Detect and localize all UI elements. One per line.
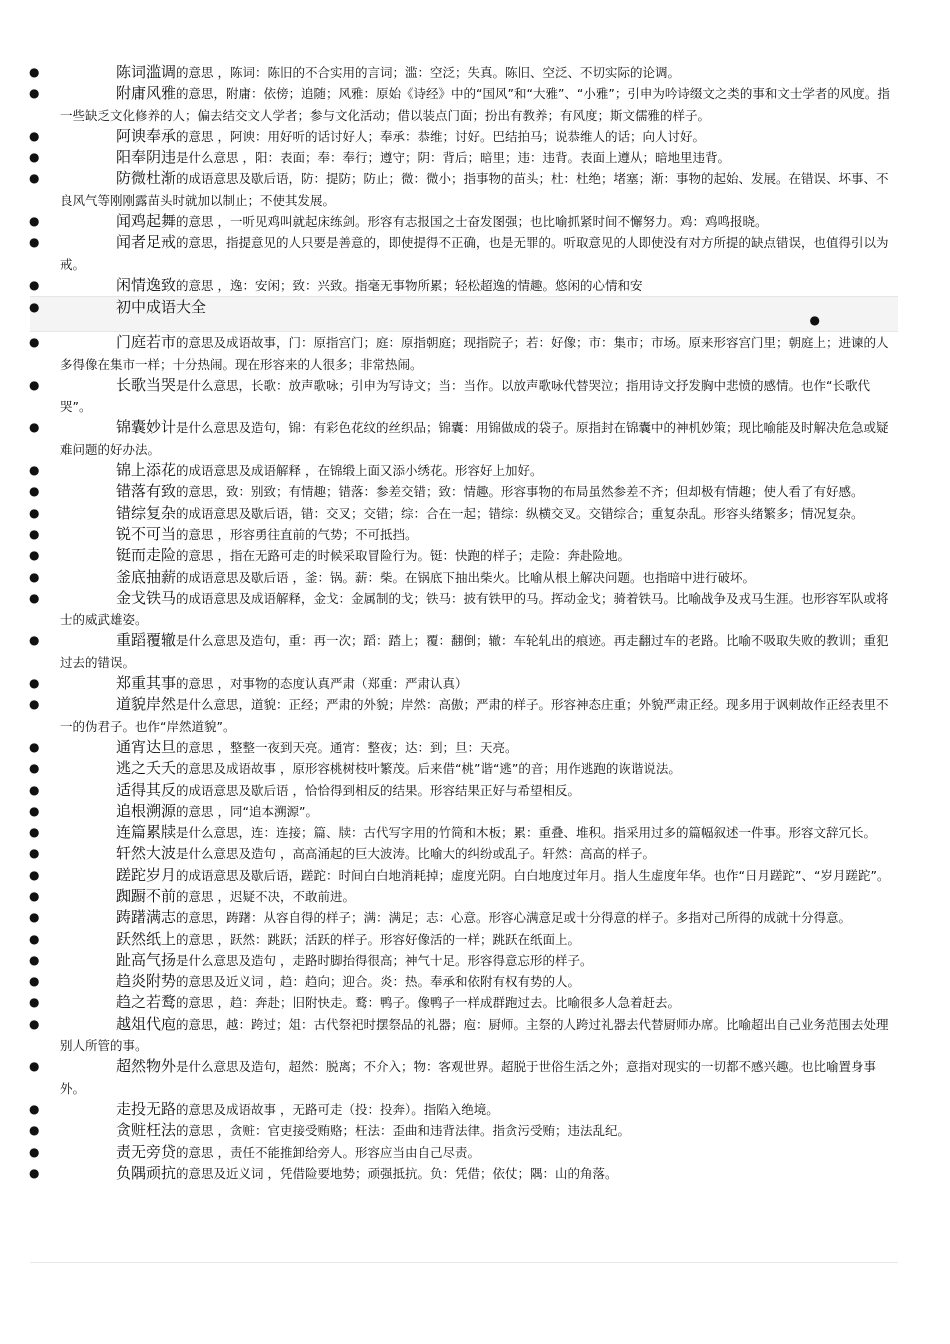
idiom-term[interactable]: 适得其反 (116, 780, 177, 799)
idiom-description: 是什么意思及造句，重：再一次；蹈：踏上；覆：翻倒；辙：车轮轧出的痕迹。再走翻过车的老路。比喻不吸取失败的教训；重犯过去的错误。 (60, 633, 889, 670)
idiom-description: 是什么意思及造句，锦：有彩色花纹的丝织品；锦囊：用锦做成的袋子。原指封在锦囊中的神机妙策；现比喻能及时解决危急或疑难问题的好办法。 (60, 420, 889, 457)
idiom-description: 的成语意思及歇后语 ，釜：锅。薪：柴。在锅底下抽出柴火。比喻从根上解决问题。也指暗中进行破坏。 (176, 569, 755, 585)
list-item (0, 780, 950, 801)
list-item (0, 524, 950, 545)
bullet-icon: ● (29, 782, 40, 797)
idiom-description: 的意思 ，陈词：陈旧的不合实用的言词；滥：空泛；失真。陈旧、空泛、不切实际的论调。 (176, 65, 680, 80)
idiom-description: 的意思 ，跃然：跳跃；活跃的样子。形容好像活的一样；跳跃在纸面上。 (176, 931, 580, 947)
list-item (0, 1163, 950, 1184)
bullet-icon: ● (29, 888, 40, 903)
bullet-icon: ● (29, 952, 40, 967)
bullet-icon: ● (29, 484, 40, 499)
bullet-icon: ● (29, 420, 40, 435)
list-item (0, 211, 950, 232)
list-item (0, 801, 950, 822)
bullet-icon: ● (29, 825, 40, 840)
idiom-term[interactable]: 超然物外 (116, 1057, 177, 1076)
idiom-term[interactable]: 道貌岸然 (116, 695, 177, 714)
idiom-description: 的意思，越：跨过；俎：古代祭祀时摆祭品的礼器；庖：厨师。主祭的人跨过礼器去代替厨师办席。比喻超出自己业务范围去处理别人所管的事。 (60, 1016, 889, 1054)
idiom-description: 的成语意思及成语解释 ，在锦缎上面又添小绣花。形容好上加好。 (176, 463, 543, 479)
list-item (0, 758, 950, 779)
bullet-icon: ● (29, 548, 40, 563)
idiom-description: 的意思 ，对事物的态度认真严肃（郑重：严肃认真） (176, 676, 468, 692)
idiom-description: 的意思及近义词 ，趋：趋向；迎合。炎：热。奉承和依附有权有势的人。 (176, 974, 580, 990)
idiom-description: 的意思，踌躇：从容自得的样子；满：满足；志：心意。形容心满意足或十分得意的样子。多指对己所得的成就十分得意。 (176, 910, 852, 926)
bullet-icon: ● (29, 590, 40, 605)
bullet-icon: ● (29, 761, 40, 776)
idiom-term[interactable]: 负隅顽抗 (116, 1163, 177, 1182)
bullet-icon: ● (29, 974, 40, 989)
bullet-icon: ● (29, 1101, 40, 1116)
list-item (0, 694, 950, 737)
list-item (0, 865, 950, 886)
bullet-icon: ● (29, 235, 40, 250)
list-item (0, 417, 950, 460)
idiom-term[interactable]: 趋炎附势 (116, 972, 177, 991)
section-heading (30, 296, 898, 332)
idiom-description: 的意思，附庸：依傍；追随；风雅：原始《诗经》中的“国风”和“大雅”、“小雅”；引申为吟诗缀文之类的事和文士学者的风度。指一些缺乏文化修养的人；偏去结交文人学者；参与文化活动；借以装点门面；扮出有教养；有风度；斯文儒雅的样子。 (60, 86, 890, 123)
idiom-term[interactable]: 铤而走险 (116, 546, 177, 565)
idiom-description: 的意思及近义词 ，凭借险要地势；顽强抵抗。负：凭借；依仗；隅：山的角落。 (176, 1165, 618, 1181)
list-item (0, 630, 950, 673)
list-item (0, 737, 950, 758)
bullet-icon: ● (29, 214, 40, 229)
bullet-icon: ● (29, 1059, 40, 1074)
idiom-term[interactable]: 重蹈覆辙 (116, 631, 177, 650)
bullet-icon: ● (809, 313, 820, 328)
idiom-term[interactable]: 闲情逸致 (116, 275, 177, 294)
list-item (0, 460, 950, 481)
list-item (0, 673, 950, 694)
list-item (0, 83, 950, 126)
bullet-icon: ● (29, 1123, 40, 1138)
idiom-description: 的意思 ，整整一夜到天亮。通宵：整夜；达：到；旦：天亮。 (176, 739, 518, 755)
idiom-description: 的意思 ，责任不能推卸给旁人。形容应当由自己尽责。 (176, 1144, 480, 1160)
bullet-icon: ● (29, 995, 40, 1010)
list-item (0, 992, 950, 1013)
bottom-divider (30, 1262, 898, 1263)
idiom-description: 的意思，致：别致；有情趣；错落：参差交错；致：情趣。形容事物的布局虽然参差不齐；但却极有情趣；使人看了有好感。 (176, 484, 864, 500)
bullet-icon: ● (29, 633, 40, 648)
idiom-term[interactable]: 连篇累牍 (116, 823, 177, 842)
idiom-term[interactable]: 蹉跎岁月 (116, 865, 177, 884)
list-item (0, 481, 950, 502)
bullet-icon: ● (29, 1016, 40, 1031)
idiom-term[interactable]: 通宵达旦 (116, 737, 177, 756)
idiom-term[interactable]: 跃然纸上 (116, 929, 177, 948)
bullet-icon: ● (29, 526, 40, 541)
idiom-term[interactable]: 陈词滥调 (116, 63, 177, 81)
list-item (0, 232, 950, 275)
idiom-term[interactable]: 错综复杂 (116, 503, 177, 522)
list-item (0, 1142, 950, 1163)
idiom-term[interactable]: 附庸风雅 (116, 84, 177, 103)
list-item (0, 332, 950, 375)
idiom-description: 的意思，指提意见的人只要是善意的，即使提得不正确，也是无罪的。听取意见的人即使没有对方所提的缺点错误，也值得引以为戒。 (60, 235, 889, 272)
bullet-icon: ● (29, 1165, 40, 1180)
idiom-term[interactable]: 越俎代庖 (116, 1014, 177, 1033)
idiom-term[interactable]: 贪赃枉法 (116, 1121, 177, 1140)
section-title[interactable]: 初中成语大全 (116, 298, 207, 317)
idiom-term[interactable]: 闻者足戒 (116, 233, 177, 252)
idiom-description: 的意思 ，逸：安闲；致：兴致。指毫无事物所累；轻松超逸的情趣。悠闲的心情和安 (176, 277, 643, 293)
idiom-term[interactable]: 追根溯源 (116, 801, 177, 820)
idiom-term[interactable]: 锦囊妙计 (116, 418, 177, 437)
idiom-description: 是什么意思及造句 ，高高涌起的巨大波涛。比喻大的纠纷或乱子。轩然：高高的样子。 (176, 846, 655, 862)
idiom-description: 的意思 ，同“追本溯源”。 (176, 803, 318, 819)
idiom-term[interactable]: 釜底抽薪 (116, 567, 177, 586)
list-item (0, 62, 950, 83)
idiom-term[interactable]: 长歌当哭 (116, 375, 177, 394)
idiom-description: 的意思及成语故事 ，原形容桃树枝叶繁茂。后来借“桃”谐“逃”的音；用作逃跑的诙谐说法。 (176, 761, 681, 777)
idiom-description: 是什么意思，长歌：放声歌咏；引申为写诗文；当：当作。以放声歌咏代替哭泣；指用诗文抒发胸中悲愤的感情。也作“长歌代哭”。 (60, 377, 870, 415)
idiom-description: 的意思 ，阿谀：用好听的话讨好人；奉承：恭维；讨好。巴结拍马；说恭维人的话；向人讨好。 (176, 128, 705, 144)
list-item (0, 126, 950, 147)
list-item (0, 1099, 950, 1120)
list-item (0, 929, 950, 950)
bullet-icon: ● (29, 300, 40, 315)
bullet-icon: ● (29, 150, 40, 165)
idiom-description: 的意思 ，迟疑不决，不敢前进。 (176, 888, 355, 904)
list-item (0, 168, 950, 211)
idiom-description: 的意思 ，指在无路可走的时候采取冒险行为。铤：快跑的样子；走险：奔赴险地。 (176, 548, 630, 564)
idiom-term[interactable]: 锐不可当 (116, 524, 177, 543)
bullet-icon: ● (29, 697, 40, 712)
list-item (0, 950, 950, 971)
idiom-term[interactable]: 趾高气扬 (116, 950, 177, 969)
idiom-term[interactable]: 踌躇满志 (116, 908, 177, 927)
idiom-term[interactable]: 阳奉阴违 (116, 148, 177, 167)
bullet-icon: ● (29, 739, 40, 754)
list-item (0, 545, 950, 566)
list-item (0, 1120, 950, 1141)
idiom-description: 的意思 ，贪赃：官吏接受贿赂；枉法：歪曲和违背法律。指贪污受贿；违法乱纪。 (176, 1123, 630, 1139)
idiom-description: 是什么意思，连：连接；篇、牍：古代写字用的竹简和木板；累：重叠、堆积。指采用过多的篇幅叙述一件事。形容文辞冗长。 (176, 825, 877, 841)
bullet-icon: ● (29, 846, 40, 861)
idiom-list (0, 62, 950, 1184)
list-item (0, 503, 950, 524)
list-item (0, 822, 950, 843)
idiom-term[interactable]: 防微杜渐 (116, 169, 177, 188)
list-item (0, 567, 950, 588)
idiom-term[interactable]: 轩然大波 (116, 844, 177, 863)
bullet-icon: ● (29, 910, 40, 925)
idiom-description: 的成语意思及歇后语，错：交叉；交错；综：合在一起；错综：纵横交叉。交错综合；重复杂乱。形容头绪繁多；情况复杂。 (176, 505, 864, 521)
idiom-term[interactable]: 锦上添花 (116, 461, 177, 480)
bullet-icon: ● (29, 65, 40, 79)
idiom-description: 是什么意思，道貌：正经；严肃的外貌；岸然：高傲；严肃的样子。形容神态庄重；外貌严肃正经。现多用于讽刺故作正经表里不一的伪君子。也作“岸然道貌”。 (60, 697, 889, 734)
idiom-description: 的成语意思及歇后语，蹉跎：时间白白地消耗掉；虚度光阴。白白地度过年月。指人生虚度年华。也作“日月蹉跎”、“岁月蹉跎”。 (176, 867, 890, 883)
idiom-description: 的意思及成语故事，门：原指宫门；庭：原指朝庭；现指院子；若：好像；市：集市；市场。原来形容宫门里；朝庭上；进谏的人多得像在集市一样；十分热闹。现在形容来的人很多；非常热闹。 (60, 335, 889, 372)
list-item (0, 843, 950, 864)
list-item (0, 147, 950, 168)
bullet-icon: ● (29, 171, 40, 186)
idiom-term[interactable]: 门庭若市 (116, 333, 177, 352)
bullet-icon: ● (29, 867, 40, 882)
bullet-icon: ● (29, 505, 40, 520)
list-item (0, 907, 950, 928)
idiom-term[interactable]: 阿谀奉承 (116, 126, 177, 145)
list-item (0, 1056, 950, 1099)
idiom-term[interactable]: 逃之夭夭 (116, 759, 177, 778)
idiom-term[interactable]: 责无旁贷 (116, 1142, 177, 1161)
idiom-description: 的成语意思及歇后语 ，恰恰得到相反的结果。形容结果正好与希望相反。 (176, 782, 580, 798)
list-item (0, 886, 950, 907)
idiom-description: 的意思 ，一听见鸡叫就起床练剑。形容有志报国之士奋发图强；也比喻抓紧时间不懈努力。鸡：鸡鸣报晓。 (176, 214, 768, 230)
bullet-icon: ● (29, 377, 40, 392)
list-item (0, 588, 950, 631)
bullet-icon: ● (29, 335, 40, 350)
idiom-term[interactable]: 金戈铁马 (116, 588, 177, 607)
list-item (0, 1014, 950, 1057)
list-item (0, 971, 950, 992)
idiom-term[interactable]: 踟蹰不前 (116, 886, 177, 905)
idiom-description: 是什么意思及造句，超然：脱离；不介入；物：客观世界。超脱于世俗生活之外；意指对现实的一切都不感兴趣。也比喻置身事外。 (60, 1059, 877, 1096)
bullet-icon: ● (29, 569, 40, 584)
bullet-icon: ● (29, 931, 40, 946)
idiom-description: 的成语意思及歇后语，防：提防；防止；微：微小；指事物的苗头；杜：杜绝；堵塞；渐：事物的起始、发展。在错误、坏事、不良风气等刚刚露苗头时就加以制止；不使其发展。 (60, 171, 889, 208)
idiom-description: 的成语意思及成语解释，金戈：金属制的戈；铁马：披有铁甲的马。挥动金戈；骑着铁马。比喻战争及戎马生涯。也形容军队或将士的威武雄姿。 (60, 590, 889, 628)
bullet-icon: ● (29, 128, 40, 143)
list-item (0, 375, 950, 418)
idiom-term[interactable]: 走投无路 (116, 1099, 177, 1118)
idiom-description: 的意思 ，趋：奔赴；旧附快走。鹜：鸭子。像鸭子一样成群跑过去。比喻很多人急着赶去。 (176, 995, 680, 1011)
idiom-term[interactable]: 闻鸡起舞 (116, 212, 177, 231)
idiom-term[interactable]: 趋之若鹜 (116, 993, 177, 1012)
idiom-description: 的意思及成语故事 ，无路可走（投：投奔）。指陷入绝境。 (176, 1101, 499, 1117)
idiom-description: 是什么意思 ，阳：表面；奉：奉行；遵守；阴：背后；暗里；违：违背。表面上遵从；暗地里违背。 (176, 150, 730, 166)
bullet-icon: ● (29, 463, 40, 478)
idiom-description: 是什么意思及造句 ，走路时脚抬得很高；神气十足。形容得意忘形的样子。 (176, 952, 593, 968)
bullet-icon: ● (29, 277, 40, 292)
list-item (0, 275, 950, 296)
bullet-icon: ● (29, 86, 40, 101)
bullet-icon: ● (29, 676, 40, 691)
idiom-term[interactable]: 郑重其事 (116, 674, 177, 693)
bullet-icon: ● (29, 803, 40, 818)
idiom-term[interactable]: 错落有致 (116, 482, 177, 501)
idiom-description: 的意思 ，形容勇往直前的气势；不可抵挡。 (176, 526, 418, 542)
bullet-icon: ● (29, 1144, 40, 1159)
